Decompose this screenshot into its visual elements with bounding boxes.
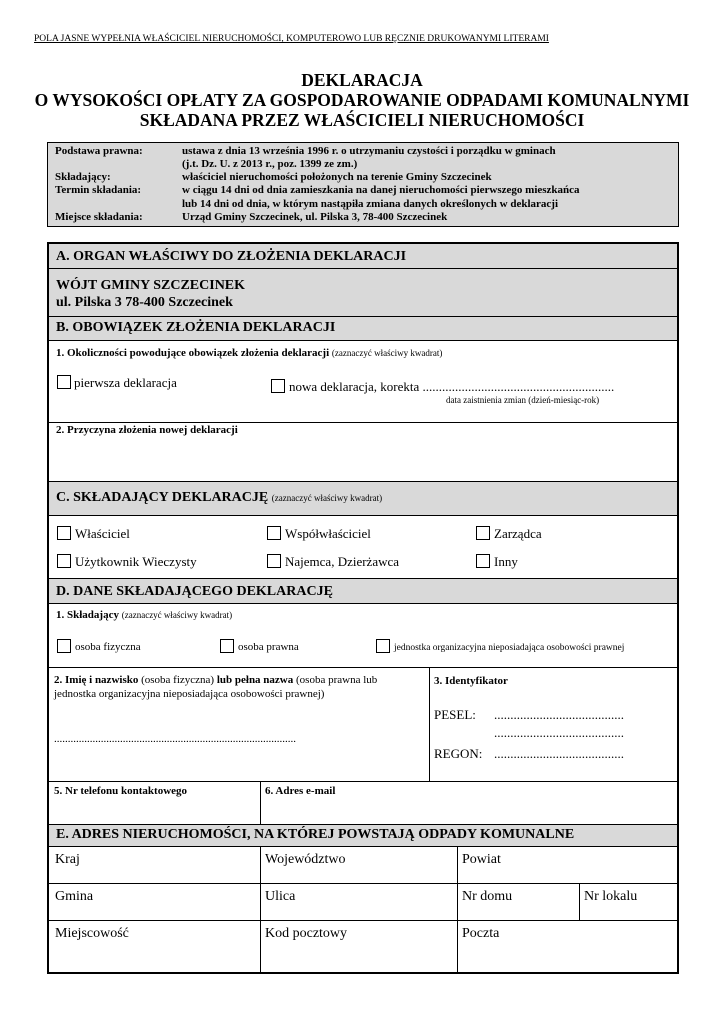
- section-b-heading: B. OBOWIĄZEK ZŁOŻENIA DEKLARACJI: [56, 320, 336, 335]
- manager-label: Zarządca: [494, 526, 542, 541]
- d-q1-label: 1. Składający (zaznaczyć właściwy kwadrat): [56, 609, 233, 621]
- place-label: Miejsce składania:: [55, 211, 143, 223]
- org-unit-checkbox[interactable]: [376, 639, 390, 653]
- place-value: Urząd Gminy Szczecinek, ul. Pilska 3, 78-400 Szczecinek: [182, 211, 448, 223]
- form-title-line3: SKŁADANA PRZEZ WŁAŚCICIELI NIERUCHOMOŚCI: [139, 110, 585, 130]
- legal-basis-value-1: ustawa z dnia 13 września 1996 r. o utrzymaniu czystości i porządku w gminach: [182, 145, 556, 157]
- deadline-value-2: lub 14 dni od dnia, w którym nastąpiła zmiana danych określonych w deklaracji: [182, 198, 558, 210]
- natural-person-checkbox[interactable]: [57, 639, 71, 653]
- org-unit-label: jednostka organizacyjna nieposiadająca osobowości prawnej: [394, 643, 625, 653]
- new-declaration-label: nowa deklaracja, korekta ...........................................................: [289, 379, 615, 394]
- regon-label: REGON:: [434, 746, 483, 761]
- natural-person-label: osoba fizyczna: [75, 641, 141, 653]
- name-input-line[interactable]: ........................................................................................: [54, 733, 296, 745]
- owner-checkbox[interactable]: [57, 526, 71, 540]
- b-q2-label: 2. Przyczyna złożenia nowej deklaracji: [56, 424, 238, 436]
- manager-checkbox[interactable]: [476, 526, 490, 540]
- pesel-label: PESEL:: [434, 707, 476, 722]
- section-a-heading: A. ORGAN WŁAŚCIWY DO ZŁOŻENIA DEKLARACJI: [56, 249, 407, 264]
- other-checkbox[interactable]: [476, 554, 490, 568]
- d-q2-label-line1: 2. Imię i nazwisko (osoba fizyczna) lub pełna nazwa (osoba prawna lub: [54, 674, 378, 686]
- form-title-line1: DEKLARACJA: [301, 70, 423, 90]
- country-label: Kraj: [55, 852, 80, 867]
- top-instruction-note: POLA JASNE WYPEŁNIA WŁAŚCICIEL NIERUCHOMOŚCI, KOMPUTEROWO LUB RĘCZNIE DRUKOWANYMI LITERAMI: [34, 34, 549, 44]
- new-declaration-checkbox[interactable]: [271, 379, 285, 393]
- section-c-heading: C. SKŁADAJĄCY DEKLARACJĘ (zaznaczyć właściwy kwadrat): [56, 490, 383, 505]
- perpetual-user-label: Użytkownik Wieczysty: [75, 554, 197, 569]
- change-date-hint: data zaistnienia zmian (dzień-miesiąc-rok): [446, 395, 600, 405]
- deadline-value-1: w ciągu 14 dni od dnia zamieszkania na danej nieruchomości pierwszego mieszkańca: [182, 184, 580, 196]
- tenant-checkbox[interactable]: [267, 554, 281, 568]
- section-d-heading: D. DANE SKŁADAJĄCEGO DEKLARACJĘ: [56, 584, 333, 599]
- authority-name: WÓJT GMINY SZCZECINEK: [56, 278, 246, 293]
- regon-input-line[interactable]: ........................................: [494, 746, 624, 761]
- tenant-label: Najemca, Dzierżawca: [285, 554, 400, 569]
- legal-basis-box: [47, 142, 679, 227]
- co-owner-checkbox[interactable]: [267, 526, 281, 540]
- flat-number-label: Nr lokalu: [584, 889, 638, 904]
- form-title-line2: O WYSOKOŚCI OPŁATY ZA GOSPODAROWANIE ODPADAMI KOMUNALNYMI: [34, 90, 690, 110]
- other-label: Inny: [494, 554, 518, 569]
- legal-basis-value-2: (j.t. Dz. U. z 2013 r., poz. 1399 ze zm.): [182, 158, 358, 170]
- postal-code-label: Kod pocztowy: [265, 926, 348, 941]
- house-number-label: Nr domu: [462, 889, 513, 904]
- phone-label: 5. Nr telefonu kontaktowego: [54, 785, 188, 797]
- filer-label: Składający:: [55, 171, 111, 183]
- street-label: Ulica: [265, 889, 296, 904]
- d-q2-label-line2: jednostka organizacyjna nieposiadająca osobowości prawnej): [54, 688, 325, 700]
- commune-label: Gmina: [55, 889, 94, 904]
- co-owner-label: Współwłaściciel: [285, 526, 371, 541]
- section-e-heading: E. ADRES NIERUCHOMOŚCI, NA KTÓREJ POWSTAJĄ ODPADY KOMUNALNE: [56, 827, 575, 842]
- b-q1-label: 1. Okoliczności powodujące obowiązek złożenia deklaracji (zaznaczyć właściwy kwadrat): [56, 347, 443, 359]
- authority-address: ul. Pilska 3 78-400 Szczecinek: [56, 295, 233, 310]
- legal-basis-label: Podstawa prawna:: [55, 145, 143, 157]
- voivodeship-label: Województwo: [265, 852, 346, 867]
- filer-value: właściciel nieruchomości położonych na terenie Gminy Szczecinek: [182, 171, 492, 183]
- d-q3-label: 3. Identyfikator: [434, 675, 508, 687]
- legal-person-label: osoba prawna: [238, 641, 299, 653]
- first-declaration-label: pierwsza deklaracja: [74, 375, 177, 390]
- locality-label: Miejscowość: [55, 926, 129, 941]
- pesel-input-line-2[interactable]: ........................................: [494, 725, 624, 740]
- owner-label: Właściciel: [75, 526, 130, 541]
- form-frame: [47, 242, 679, 974]
- email-label: 6. Adres e-mail: [265, 785, 336, 797]
- post-office-label: Poczta: [462, 926, 500, 941]
- first-declaration-checkbox[interactable]: [57, 375, 71, 389]
- pesel-input-line[interactable]: ........................................: [494, 707, 624, 722]
- perpetual-user-checkbox[interactable]: [57, 554, 71, 568]
- deadline-label: Termin składania:: [55, 184, 142, 196]
- county-label: Powiat: [462, 852, 501, 867]
- legal-person-checkbox[interactable]: [220, 639, 234, 653]
